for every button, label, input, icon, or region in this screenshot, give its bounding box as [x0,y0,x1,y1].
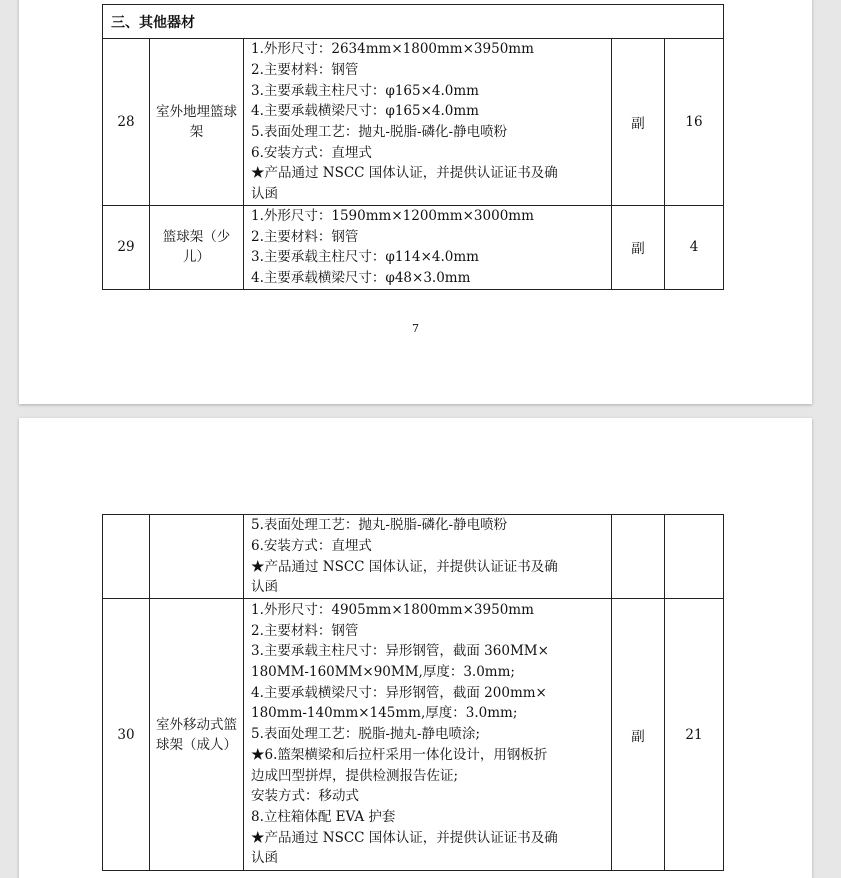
spec-line: 认函 [251,186,278,203]
spec-line: ★6.篮架横梁和后拉杆采用一体化设计，用钢板折 [251,746,548,763]
spec-line: ★产品通过 NSCC 国体认证，并提供认证证书及确 [251,558,558,575]
spec-line: 2.主要材料：钢管 [251,622,359,639]
spec-line: 3.主要承载主柱尺寸：φ114×4.0mm [251,249,479,266]
item-spec [244,39,612,206]
spec-line: 边成凹型拼焊，提供检测报告佐证; [251,767,459,784]
item-quantity: 4 [665,206,724,290]
item-unit: 副 [612,206,665,290]
table-row [103,39,724,206]
spec-line: 5.表面处理工艺：抛丸-脱脂-磷化-静电喷粉 [251,517,508,534]
spec-line: 认函 [251,579,278,596]
item-name [150,515,244,599]
item-name: 室外移动式篮球架（成人） [150,599,244,871]
item-name: 篮球架（少儿） [150,206,244,290]
spec-line: 4.主要承载横梁尺寸：φ165×4.0mm [251,103,479,120]
spec-line: ★产品通过 NSCC 国体认证，并提供认证证书及确 [251,165,558,182]
document-page-8 [19,418,812,878]
spec-line: 认函 [251,850,278,867]
spec-line: 5.表面处理工艺：脱脂-抛丸-静电喷涂; [251,726,481,743]
spec-line: 1.外形尺寸：2634mm×1800mm×3950mm [251,41,534,58]
item-spec [244,515,612,599]
item-name: 室外地埋篮球架 [150,39,244,206]
section-title: 三、其他器材 [103,5,724,39]
item-spec [244,599,612,871]
table-row [103,206,724,290]
item-number: 29 [103,206,150,290]
item-quantity: 21 [665,599,724,871]
item-number: 28 [103,39,150,206]
table-row [103,599,724,871]
spec-line: 1.外形尺寸：1590mm×1200mm×3000mm [251,208,534,224]
item-unit: 副 [612,39,665,206]
item-quantity [665,515,724,599]
item-unit: 副 [612,599,665,871]
item-number: 30 [103,599,150,871]
spec-line: 3.主要承载主柱尺寸：异形钢管，截面 360MM× [251,643,549,660]
item-quantity: 16 [665,39,724,206]
table-row [103,515,724,599]
section-header-row [103,5,724,39]
equipment-table-page-7 [102,4,724,290]
spec-line: 1.外形尺寸：4905mm×1800mm×3950mm [251,601,534,618]
item-number [103,515,150,599]
spec-line: 8.立柱箱体配 EVA 护套 [251,808,396,825]
document-page-7 [19,0,812,404]
page-number: 7 [412,322,419,335]
spec-line: 安装方式：移动式 [251,788,359,805]
equipment-table-page-8 [102,514,724,871]
spec-line: 6.安装方式：直埋式 [251,537,372,554]
item-spec [244,206,612,290]
spec-line: 180MM-160MM×90MM,厚度：3.0mm; [251,664,515,681]
item-unit [612,515,665,599]
spec-line: 4.主要承载横梁尺寸：异形钢管，截面 200mm× [251,684,547,701]
spec-line: 2.主要材料：钢管 [251,61,359,78]
spec-line: 5.表面处理工艺：抛丸-脱脂-磷化-静电喷粉 [251,124,508,140]
spec-line: 2.主要材料：钢管 [251,228,359,245]
spec-line: 4.主要承载横梁尺寸：φ48×3.0mm [251,270,471,287]
spec-line: 6.安装方式：直埋式 [251,144,372,161]
spec-line: 3.主要承载主柱尺寸：φ165×4.0mm [251,82,479,99]
spec-line: ★产品通过 NSCC 国体认证，并提供认证证书及确 [251,829,558,846]
spec-line: 180mm-140mm×145mm,厚度：3.0mm; [251,705,518,722]
